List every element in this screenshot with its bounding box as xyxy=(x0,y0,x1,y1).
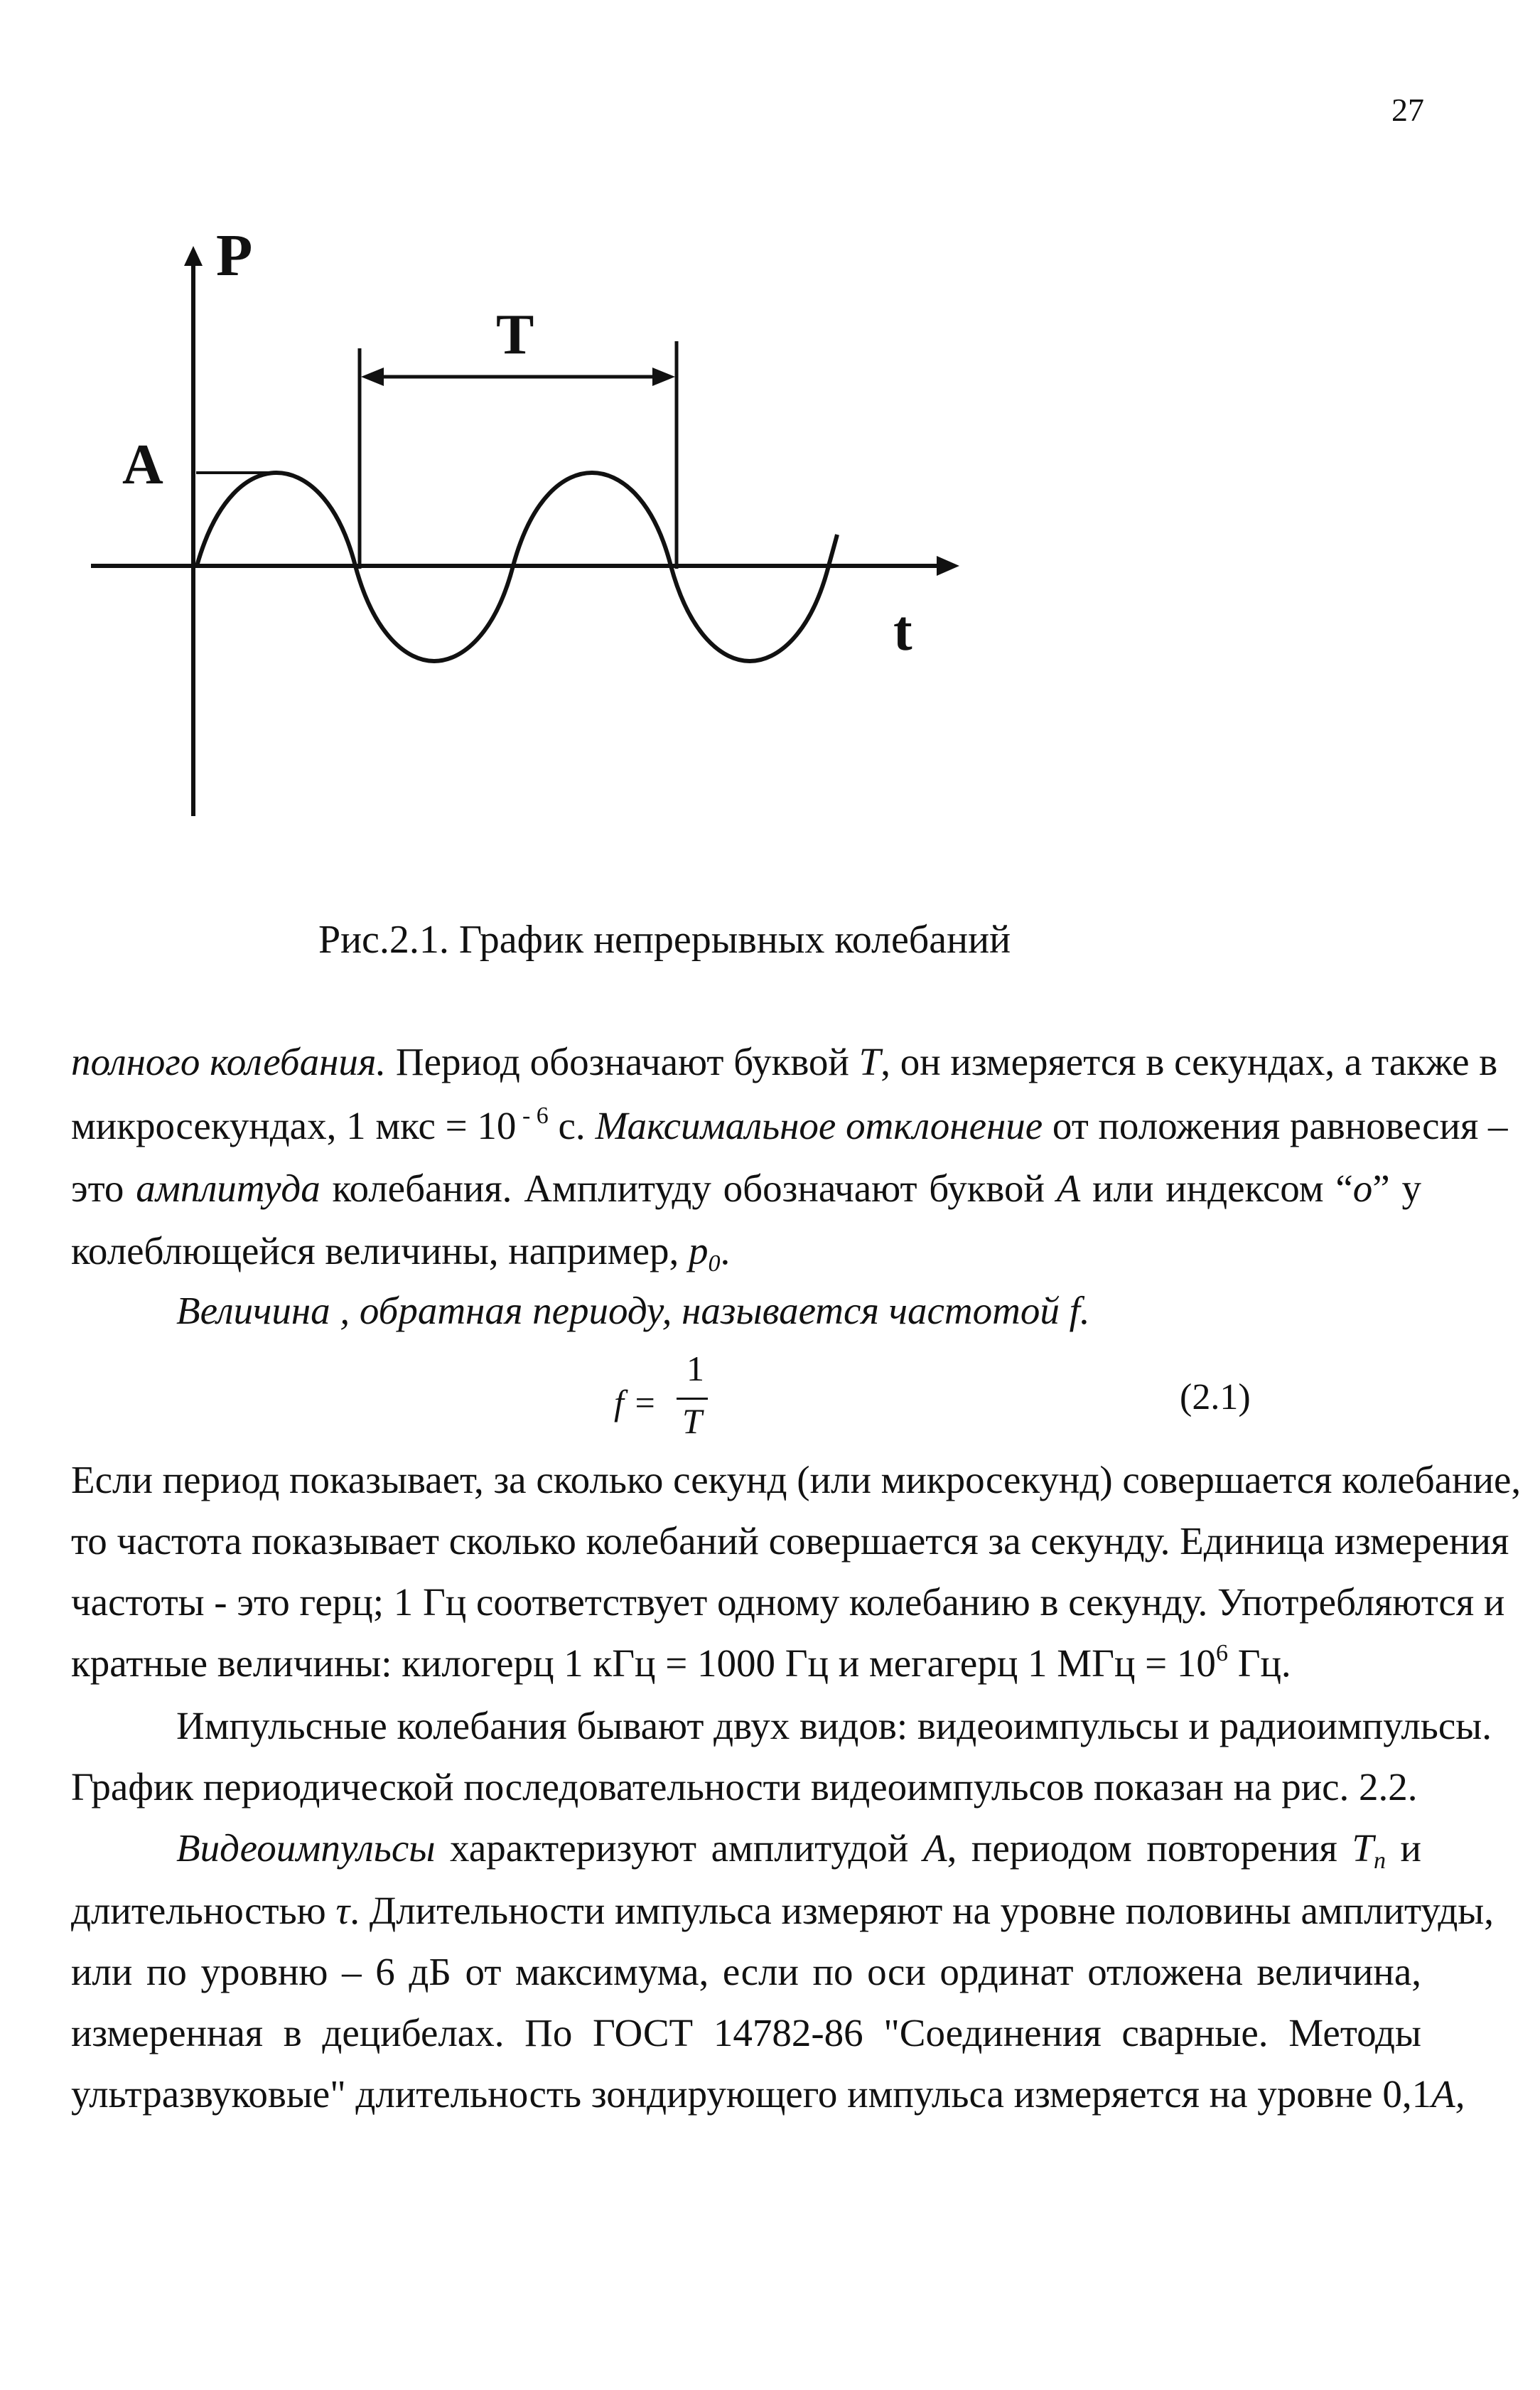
text-line xyxy=(71,1888,1495,1933)
period-arrow-right-head xyxy=(652,368,675,386)
figure-caption: Рис.2.1. График непрерывных колебаний xyxy=(318,918,1011,962)
italic-run: f xyxy=(1069,1289,1080,1332)
page-number: 27 xyxy=(1391,92,1424,128)
text-line xyxy=(71,1641,1421,1686)
text-line xyxy=(71,2072,1465,2116)
y-axis-label: P xyxy=(216,223,253,289)
text-run: или индексом “ xyxy=(1080,1167,1353,1210)
text-run: колебания. Амплитуду обозначают буквой xyxy=(320,1167,1057,1210)
period-arrow-left-head xyxy=(361,368,384,386)
italic-run: p xyxy=(689,1229,709,1272)
subscript: п xyxy=(1373,1848,1386,1874)
text-run: , периодом повторения xyxy=(947,1826,1352,1870)
text-run: то частота показывает сколько колебаний совершается за секунду. Единица измерения xyxy=(71,1519,1509,1563)
text-run: График периодической последовательности видеоимпульсов показан на рис. 2.2. xyxy=(71,1765,1418,1808)
italic-run: T xyxy=(858,1040,881,1083)
italic-run: o xyxy=(1352,1167,1373,1210)
italic-run: Видеоимпульсы xyxy=(176,1826,436,1870)
italic-run: A xyxy=(1431,2072,1455,2116)
italic-run: , xyxy=(1455,2072,1465,2116)
italic-run: T xyxy=(1352,1826,1374,1870)
text-run: частоты - это герц; 1 Гц соответствует одному колебанию в секунду. Употребляются и xyxy=(71,1580,1505,1624)
text-line xyxy=(71,1580,1505,1624)
text-run: это xyxy=(71,1167,136,1210)
text-line xyxy=(71,1039,1498,1084)
text-line xyxy=(176,1288,1526,1333)
formula-numerator: 1 xyxy=(686,1349,704,1388)
italic-run: . xyxy=(1079,1289,1090,1332)
text-run: измеренная в децибелах. По ГОСТ 14782-86 "Соединения сварные. Методы xyxy=(71,2011,1421,2054)
oscillation-figure xyxy=(0,0,1540,839)
text-run: . Длительности импульса измеряют на уровне половины амплитуды, xyxy=(350,1889,1495,1932)
text-run: . xyxy=(720,1229,731,1272)
text-line xyxy=(71,1103,1508,1148)
italic-run: Величина , обратная периоду, называется частотой xyxy=(176,1289,1070,1332)
fraction-bar xyxy=(677,1398,708,1400)
italic-run: Максимальное отклонение xyxy=(595,1104,1043,1147)
text-run: ” у xyxy=(1372,1167,1421,1210)
text-run: или по уровню – 6 дБ от максимума, если по оси ординат отложена величина, xyxy=(71,1950,1421,1993)
text-run: длительностью xyxy=(71,1889,336,1932)
text-run: микросекундах, 1 мкс = 10 xyxy=(71,1104,517,1147)
formula-denominator: T xyxy=(682,1401,702,1441)
text-line xyxy=(71,1457,1522,1502)
italic-run: A xyxy=(922,1826,947,1870)
text-line xyxy=(176,1703,1492,1748)
text-run: Если период показывает, за сколько секунд (или микросекунд) совершается колебание, xyxy=(71,1458,1522,1501)
amplitude-label: A xyxy=(122,434,163,496)
italic-run: полного колебания. xyxy=(71,1040,387,1083)
italic-run: амплитуда xyxy=(136,1167,321,1210)
text-run: , он измеряется в секундах, а также в xyxy=(881,1040,1498,1083)
text-line xyxy=(71,1166,1421,1211)
text-run: характеризуют амплитудой xyxy=(435,1826,923,1870)
text-run: колеблющейся величины, например, xyxy=(71,1229,689,1272)
x-axis-arrow xyxy=(937,556,959,576)
text-line xyxy=(71,1764,1421,1809)
superscript: - 6 xyxy=(516,1103,549,1129)
text-run: ультразвуковые" длительность зондирующего импульса измеряется на уровне 0,1 xyxy=(71,2072,1432,2116)
text-line xyxy=(71,1518,1509,1563)
text-run: Импульсные колебания бывают двух видов: видеоимпульсы и радиоимпульсы. xyxy=(176,1704,1492,1747)
period-label: T xyxy=(496,304,534,366)
formula-2-1 xyxy=(611,1351,725,1457)
text-run: Период обозначают буквой xyxy=(386,1040,859,1083)
text-line xyxy=(71,1228,1421,1277)
text-line xyxy=(71,1949,1421,1994)
text-line xyxy=(176,1826,1421,1874)
formula-lhs: f = xyxy=(614,1383,657,1422)
text-run: с. xyxy=(548,1104,596,1147)
equation-number: (2.1) xyxy=(1180,1377,1251,1418)
y-axis-arrow xyxy=(184,246,203,266)
x-axis-label: t xyxy=(893,600,912,663)
italic-run: τ xyxy=(335,1889,350,1932)
text-line xyxy=(71,2010,1421,2055)
subscript: 0 xyxy=(708,1250,721,1277)
text-run: кратные величины: килогерц 1 кГц = 1000 Гц и мегагерц 1 МГц = 10 xyxy=(71,1641,1216,1685)
superscript: 6 xyxy=(1215,1640,1228,1666)
italic-run: A xyxy=(1056,1167,1081,1210)
text-run: от положения равновесия – xyxy=(1043,1104,1508,1147)
text-run: и xyxy=(1385,1826,1421,1870)
text-run: Гц. xyxy=(1227,1641,1291,1685)
